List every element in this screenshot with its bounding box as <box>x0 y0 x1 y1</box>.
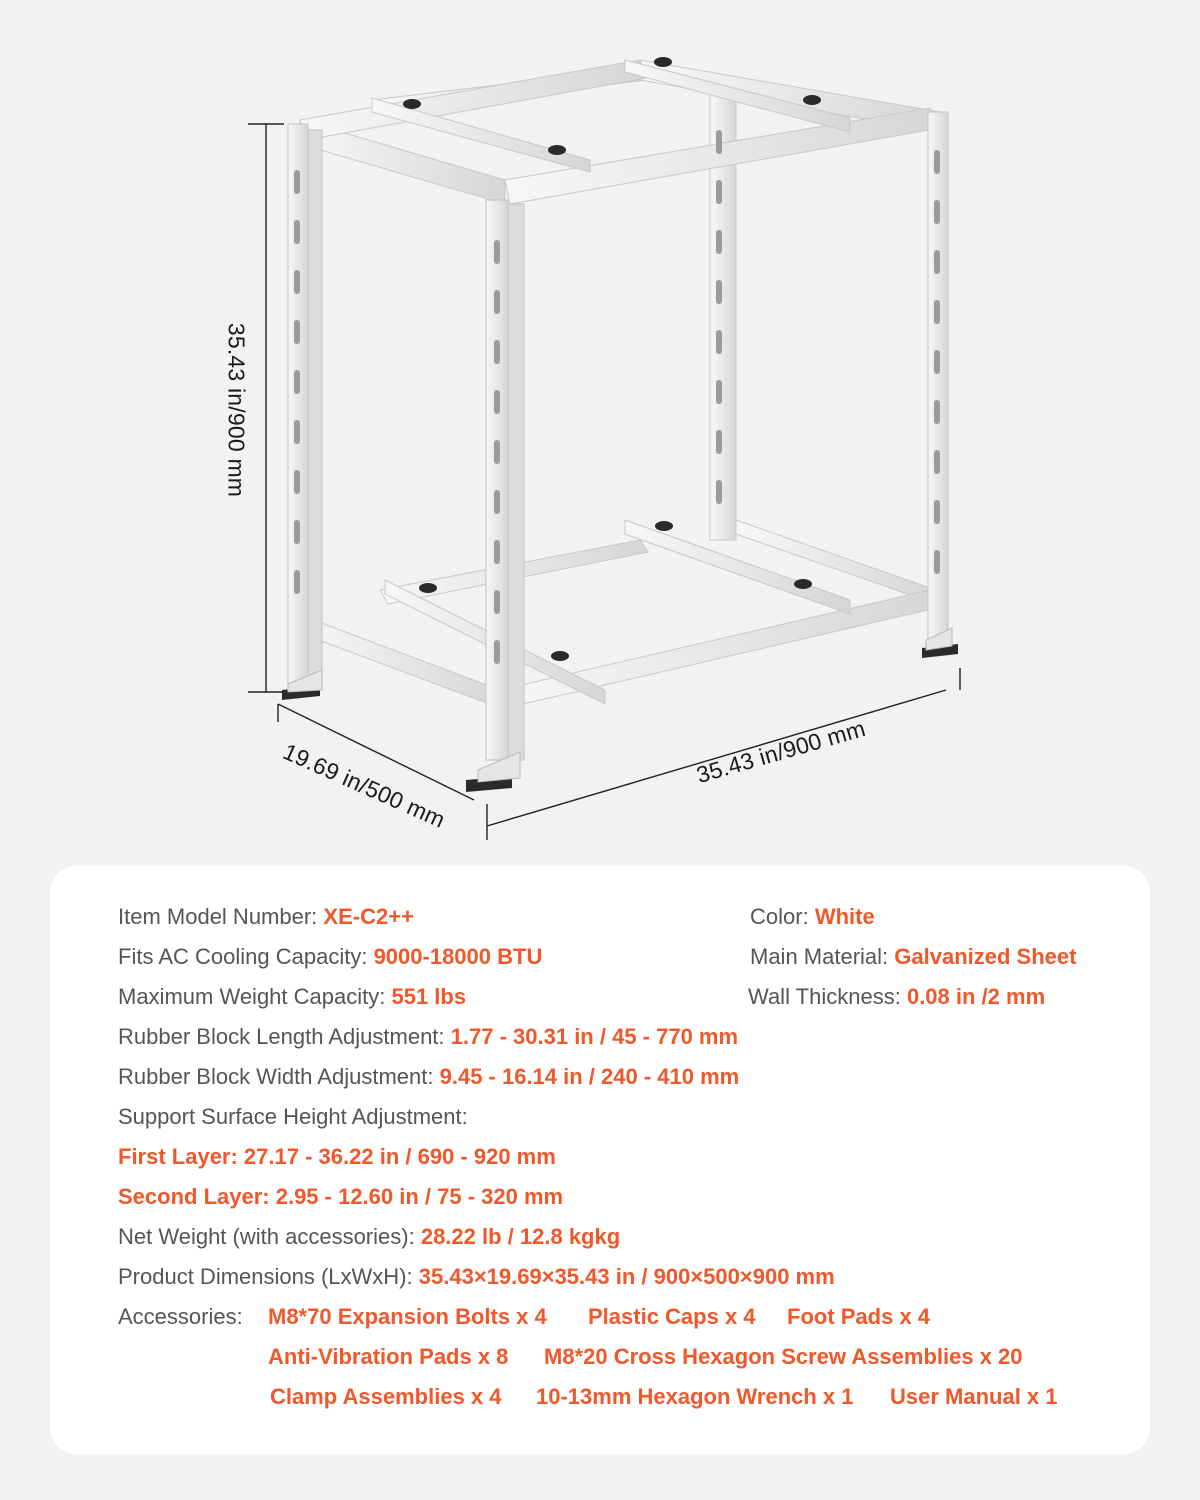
spec-label: Support Surface Height Adjustment: <box>118 1104 468 1129</box>
spec-label: Color: <box>750 904 809 929</box>
spec-value: XE-C2++ <box>323 904 414 929</box>
spec-rubber-block-width <box>118 1064 739 1090</box>
length-dimension-label: 35.43 in/900 mm <box>693 714 869 789</box>
spec-value: White <box>814 904 875 929</box>
accessory-item: User Manual x 1 <box>890 1384 1058 1409</box>
spec-model <box>118 904 414 930</box>
spec-label: Maximum Weight Capacity: <box>118 984 386 1009</box>
accessory-item: Foot Pads x 4 <box>787 1304 931 1329</box>
spec-net-weight <box>118 1224 620 1250</box>
spec-rubber-block-length <box>118 1024 738 1050</box>
spec-wall-thickness <box>748 984 1045 1010</box>
accessory-item: Anti-Vibration Pads x 8 <box>268 1344 509 1369</box>
accessory-item: 10-13mm Hexagon Wrench x 1 <box>536 1384 854 1409</box>
spec-label: Fits AC Cooling Capacity: <box>118 944 368 969</box>
spec-label: Product Dimensions (LxWxH): <box>118 1264 413 1289</box>
spec-label: Wall Thickness: <box>748 984 901 1009</box>
spec-label: Main Material: <box>750 944 889 969</box>
spec-fits-capacity <box>118 944 542 970</box>
spec-color <box>750 904 875 930</box>
accessory-item: Plastic Caps x 4 <box>588 1304 756 1329</box>
specifications-card <box>50 866 1150 1454</box>
spec-second-layer: Second Layer: 2.95 - 12.60 in / 75 - 320 mm <box>118 1184 564 1209</box>
spec-support-surface <box>118 1104 468 1130</box>
spec-value: Galvanized Sheet <box>894 944 1077 969</box>
spec-accessories-label: Accessories: <box>118 1304 243 1329</box>
spec-value: 35.43×19.69×35.43 in / 900×500×900 mm <box>418 1264 835 1289</box>
spec-value: 28.22 lb / 12.8 kgkg <box>420 1224 621 1249</box>
spec-value: 551 lbs <box>391 984 467 1009</box>
spec-label: Net Weight (with accessories): <box>118 1224 415 1249</box>
accessory-item: M8*70 Expansion Bolts x 4 <box>268 1304 547 1329</box>
spec-first-layer: First Layer: 27.17 - 36.22 in / 690 - 920 mm <box>118 1144 556 1169</box>
spec-value: 0.08 in /2 mm <box>906 984 1046 1009</box>
accessory-item: Clamp Assemblies x 4 <box>270 1384 502 1409</box>
spec-label: Rubber Block Length Adjustment: <box>118 1024 445 1049</box>
spec-label: Item Model Number: <box>118 904 318 929</box>
width-dimension-label: 19.69 in/500 mm <box>279 738 450 833</box>
spec-max-weight <box>118 984 466 1010</box>
spec-product-dimensions <box>118 1264 835 1290</box>
spec-value: 9000-18000 BTU <box>373 944 543 969</box>
accessory-item: M8*20 Cross Hexagon Screw Assemblies x 20 <box>544 1344 1023 1369</box>
spec-label: Rubber Block Width Adjustment: <box>118 1064 434 1089</box>
spec-material <box>750 944 1076 970</box>
spec-value: 9.45 - 16.14 in / 240 - 410 mm <box>439 1064 740 1089</box>
spec-value: 1.77 - 30.31 in / 45 - 770 mm <box>450 1024 739 1049</box>
height-dimension-label: 35.43 in/900 mm <box>223 322 250 498</box>
